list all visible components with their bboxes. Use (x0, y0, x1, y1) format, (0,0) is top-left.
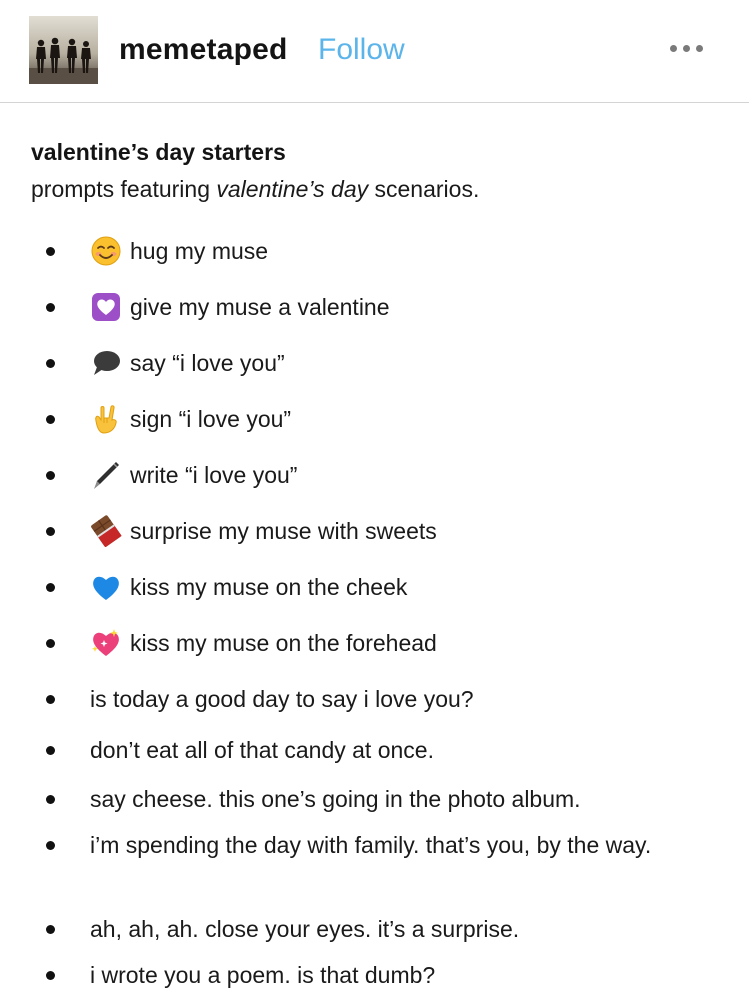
bullet (46, 303, 55, 312)
list-item-text: hug my muse (130, 238, 269, 264)
pen-icon (90, 459, 122, 491)
bullet (46, 795, 55, 804)
list-item-text: write “i love you” (130, 462, 298, 488)
post-subtitle (31, 175, 479, 203)
subtitle-suffix: scenarios. (368, 176, 480, 202)
list-item-text: give my muse a valentine (130, 294, 390, 320)
smiling-face-icon (90, 235, 122, 267)
subtitle-prefix: prompts featuring (31, 176, 217, 202)
post-header (0, 0, 749, 103)
speech-bubble-icon (90, 347, 122, 379)
list-item-text: surprise my muse with sweets (130, 518, 437, 544)
bullet (46, 971, 55, 980)
bullet (46, 247, 55, 256)
bullet (46, 471, 55, 480)
chocolate-bar-icon (90, 515, 122, 547)
bullet (46, 415, 55, 424)
list-item-text: is today a good day to say i love you? (90, 686, 474, 712)
bullet (46, 746, 55, 755)
bullet (46, 583, 55, 592)
list-item-text: ah, ah, ah. close your eyes. it’s a surprise. (90, 916, 520, 942)
post-title: valentine’s day starters (31, 139, 286, 165)
list-item-text: i wrote you a poem. is that dumb? (90, 962, 436, 988)
bullet (46, 527, 55, 536)
list-item-text: don’t eat all of that candy at once. (90, 737, 434, 763)
list-item-text: kiss my muse on the cheek (130, 574, 408, 600)
avatar[interactable] (29, 16, 98, 84)
follow-button[interactable]: Follow (318, 33, 405, 66)
bullet (46, 359, 55, 368)
sparkling-heart-icon (90, 627, 122, 659)
bullet (46, 639, 55, 648)
list-item-text: say “i love you” (130, 350, 285, 376)
list-item-text: sign “i love you” (130, 406, 292, 432)
subtitle-emphasis: valentine’s day (216, 176, 369, 202)
love-you-gesture-icon (90, 403, 122, 435)
band-photo-avatar (29, 16, 98, 84)
bullet (46, 695, 55, 704)
more-options-icon[interactable] (668, 40, 708, 60)
bullet (46, 925, 55, 934)
bullet (46, 841, 55, 850)
heart-box-icon (90, 291, 122, 323)
list-item-text: say cheese. this one’s going in the photo album. (90, 786, 581, 812)
list-item-text: kiss my muse on the forehead (130, 630, 437, 656)
blog-name[interactable]: memetaped (119, 33, 288, 66)
blue-heart-icon (90, 571, 122, 603)
list-item-text: i’m spending the day with family. that’s you, by the way. (90, 832, 652, 858)
